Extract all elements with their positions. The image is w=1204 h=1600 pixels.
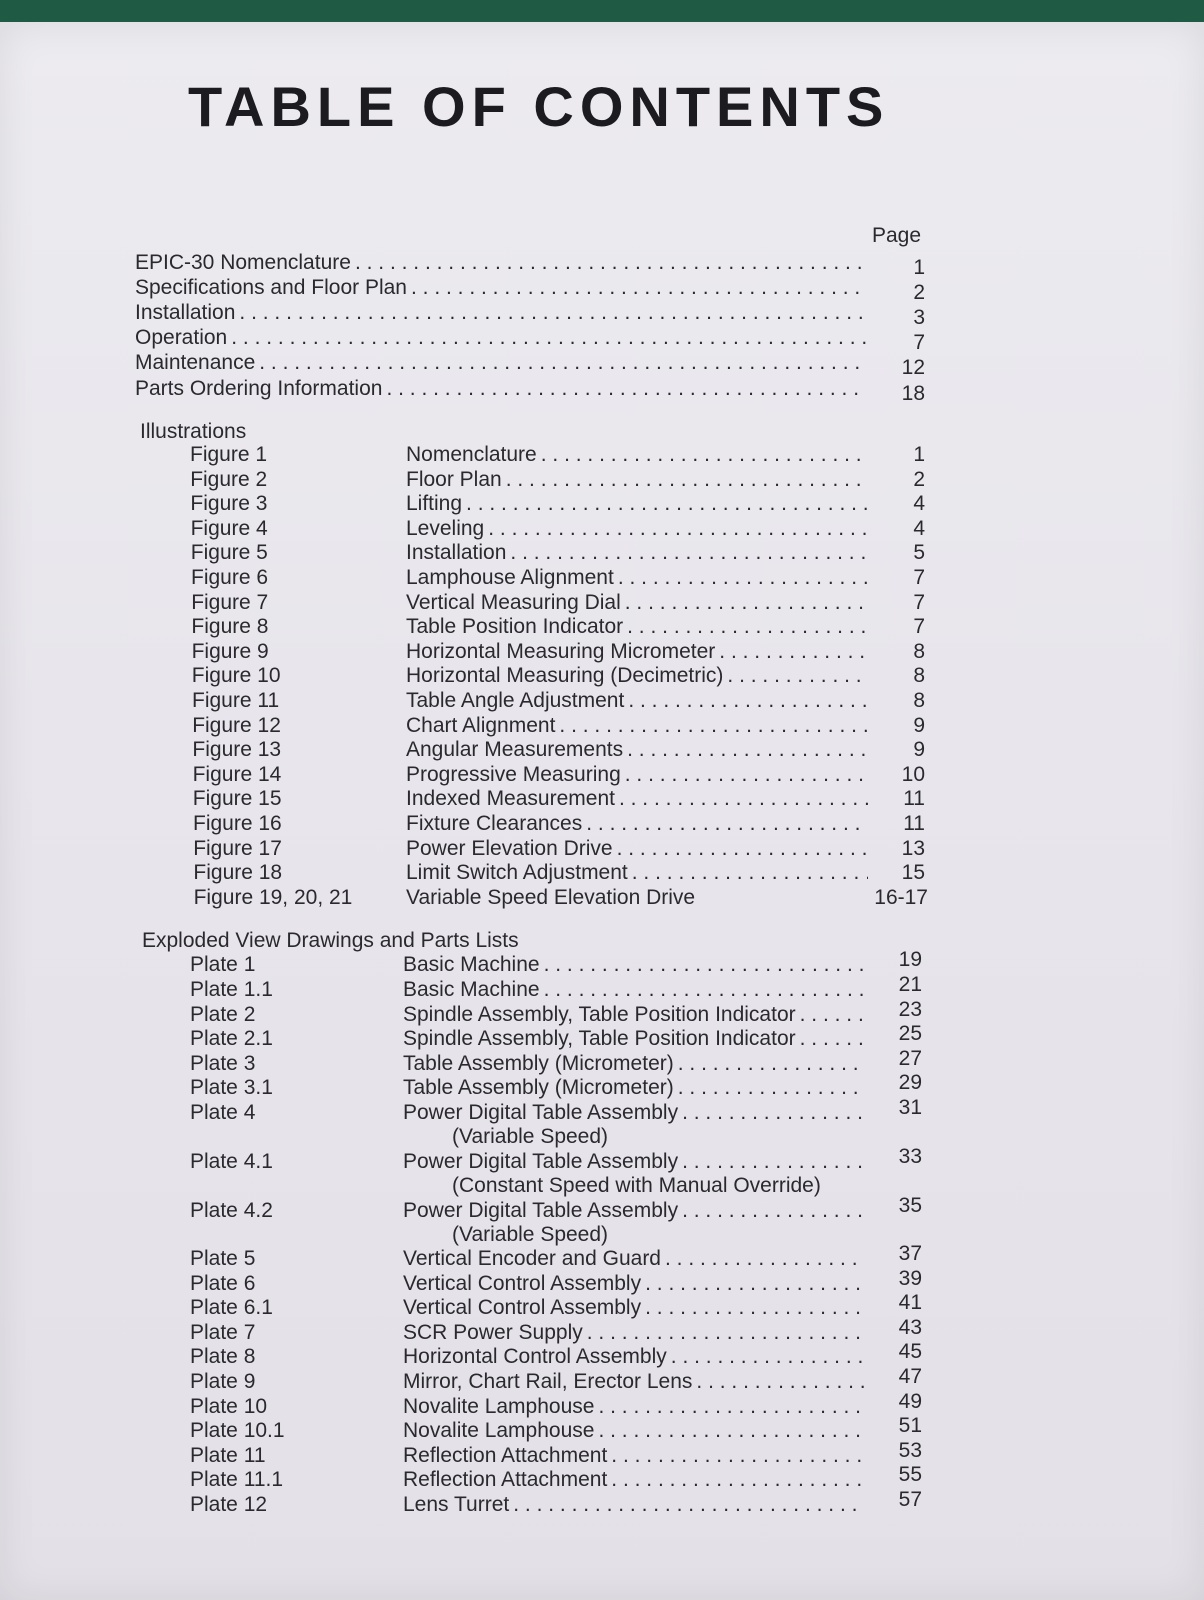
dot-leader [506, 467, 868, 492]
figure-title [406, 540, 872, 565]
figure-page: 8 [913, 639, 925, 663]
figure-title [406, 713, 872, 738]
dot-leader [800, 1026, 865, 1051]
dot-leader [587, 1320, 865, 1345]
figure-number: Figure 19, 20, 21 [193, 885, 353, 909]
page-column-header: Page [872, 224, 922, 247]
dot-leader [611, 1443, 865, 1468]
plate-page: 21 [898, 973, 922, 996]
page-title: TABLE OF CONTENTS [188, 75, 890, 138]
plate-title [403, 1246, 869, 1271]
plate-page: 51 [898, 1414, 922, 1437]
dot-leader [625, 762, 868, 787]
plate-subtitle: (Variable Speed) [452, 1223, 609, 1246]
plate-title-text: Horizontal Control Assembly [403, 1345, 667, 1368]
plate-title-text: Mirror, Chart Rail, Erector Lens [403, 1370, 693, 1393]
dot-leader [682, 1100, 865, 1125]
figure-number: Figure 1 [190, 443, 268, 466]
dot-leader [645, 1295, 865, 1320]
toc-entry-label: Parts Ordering Information [135, 377, 383, 400]
figure-title [406, 491, 872, 516]
figure-number: Figure 10 [191, 664, 281, 688]
plate-number: Plate 6.1 [190, 1296, 273, 1319]
figure-page: 5 [913, 541, 925, 565]
figure-number: Figure 3 [190, 492, 268, 516]
plate-title-text: Vertical Encoder and Guard [403, 1247, 661, 1270]
figure-title-text: Table Position Indicator [406, 615, 624, 639]
figure-page: 16-17 [874, 885, 928, 909]
plate-page: 31 [898, 1096, 922, 1119]
plate-number: Plate 3.1 [190, 1076, 273, 1099]
figure-page: 1 [913, 443, 925, 466]
dot-leader [411, 275, 866, 300]
document-page [0, 22, 1204, 1600]
plate-title [403, 1002, 869, 1027]
dot-leader [617, 836, 868, 861]
figure-title-text: Vertical Measuring Dial [406, 590, 621, 614]
plate-page: 37 [898, 1242, 922, 1265]
plate-title-text: Novalite Lamphouse [403, 1419, 595, 1442]
plate-title-text: Spindle Assembly, Table Position Indicator [403, 1027, 796, 1050]
figure-page: 4 [913, 492, 925, 516]
figure-page: 13 [901, 836, 925, 860]
plate-number: Plate 7 [190, 1321, 256, 1344]
plate-page: 47 [898, 1365, 922, 1388]
toc-entry-page: 3 [913, 306, 925, 329]
plate-title [403, 1051, 869, 1076]
plate-number: Plate 5 [190, 1247, 256, 1270]
figure-page: 9 [913, 713, 925, 737]
toc-entry-page: 18 [901, 382, 925, 405]
figure-number: Figure 9 [191, 639, 269, 663]
plate-number: Plate 1 [190, 953, 256, 976]
figure-title [406, 590, 872, 615]
figure-title [406, 442, 872, 467]
figure-title [406, 614, 872, 639]
plate-title-text: Reflection Attachment [403, 1468, 608, 1491]
figure-title-text: Angular Measurements [406, 738, 624, 762]
figure-number: Figure 13 [192, 738, 282, 762]
plate-number: Plate 6 [190, 1272, 256, 1295]
toc-entry [135, 350, 870, 375]
figure-number: Figure 16 [193, 812, 282, 835]
figure-title [406, 860, 872, 885]
plate-title [403, 1344, 869, 1369]
plate-title [403, 952, 869, 977]
toc-entry [135, 275, 870, 300]
plate-page: 55 [898, 1463, 922, 1486]
figure-page: 8 [913, 689, 925, 712]
figure-title-text: Variable Speed Elevation Drive [406, 885, 696, 909]
dot-leader [586, 811, 868, 836]
figure-number: Figure 14 [192, 762, 282, 786]
illustrations-heading: Illustrations [140, 420, 247, 443]
dot-leader [598, 1394, 865, 1419]
figure-title-text: Progressive Measuring [406, 762, 621, 786]
plate-number: Plate 4.1 [190, 1150, 273, 1173]
dot-leader [671, 1344, 865, 1369]
dot-leader [488, 516, 868, 541]
figure-page: 10 [901, 762, 925, 786]
plate-number: Plate 8 [190, 1345, 256, 1368]
plate-number: Plate 2 [190, 1003, 256, 1026]
plate-page: 29 [898, 1071, 922, 1094]
dot-leader [628, 688, 868, 713]
figure-title-text: Fixture Clearances [406, 812, 583, 835]
plate-title [403, 1443, 869, 1468]
dot-leader [466, 491, 868, 516]
plate-title-text: Novalite Lamphouse [403, 1395, 595, 1418]
figure-title-text: Installation [406, 541, 507, 565]
figure-title [406, 639, 872, 664]
plate-page: 39 [898, 1267, 922, 1290]
figure-title [406, 565, 872, 590]
figure-number: Figure 8 [191, 615, 269, 639]
plate-title [403, 1492, 869, 1517]
plate-page: 23 [898, 998, 922, 1021]
toc-entry-page: 12 [901, 356, 925, 379]
figure-title-text: Limit Switch Adjustment [406, 861, 628, 885]
figure-title [406, 811, 872, 836]
dot-leader [645, 1271, 865, 1296]
dot-leader [231, 325, 866, 350]
figure-page: 9 [913, 738, 925, 762]
plate-number: Plate 4 [190, 1101, 256, 1124]
figure-page: 11 [903, 812, 925, 835]
figure-number: Figure 11 [192, 689, 280, 712]
plate-title-text: Reflection Attachment [403, 1444, 608, 1467]
dot-leader [800, 1002, 865, 1027]
figure-title [406, 663, 872, 688]
plate-title-text: Basic Machine [403, 978, 540, 1001]
plate-title-text: Power Digital Table Assembly [403, 1199, 679, 1222]
plate-title [403, 1075, 869, 1100]
dot-leader [259, 350, 866, 375]
dot-leader [611, 1467, 865, 1492]
plate-title-text: Table Assembly (Micrometer) [403, 1052, 674, 1075]
figure-number: Figure 6 [191, 566, 269, 589]
toc-entry [135, 300, 870, 325]
dot-leader [559, 713, 868, 738]
figure-page: 7 [913, 566, 925, 589]
dot-leader [544, 952, 865, 977]
dot-leader [544, 977, 865, 1002]
figure-number: Figure 18 [193, 861, 283, 885]
plate-title-text: Vertical Control Assembly [403, 1296, 642, 1319]
toc-entry [135, 250, 870, 275]
dot-leader [632, 860, 868, 885]
plate-title-text: Power Digital Table Assembly [403, 1101, 679, 1124]
figure-page: 7 [913, 615, 925, 639]
plate-page: 49 [898, 1390, 922, 1413]
dot-leader [618, 565, 868, 590]
figure-page: 15 [901, 861, 925, 885]
plate-title [403, 1100, 869, 1125]
figure-number: Figure 2 [190, 467, 268, 491]
figure-title-text: Floor Plan [406, 467, 502, 491]
dot-leader [627, 737, 868, 762]
plate-title [403, 1271, 869, 1296]
figure-page: 8 [913, 664, 925, 688]
figure-title [406, 516, 872, 541]
dot-leader [513, 1492, 865, 1517]
plate-title [403, 1198, 869, 1223]
figure-title [406, 737, 872, 762]
dot-leader [619, 786, 868, 811]
plate-title-text: Lens Turret [403, 1493, 510, 1516]
plate-number: Plate 11.1 [190, 1468, 284, 1491]
dot-leader [386, 376, 866, 401]
dot-leader [678, 1075, 865, 1100]
dot-leader [682, 1198, 865, 1223]
figure-number: Figure 17 [193, 836, 282, 860]
dot-leader [355, 250, 866, 275]
dot-leader [727, 663, 868, 688]
plate-number: Plate 3 [190, 1052, 256, 1075]
figure-title [406, 762, 872, 787]
plate-title-text: Basic Machine [403, 953, 540, 976]
plate-page: 43 [898, 1316, 922, 1339]
dot-leader [719, 639, 868, 664]
dot-leader [239, 300, 866, 325]
plate-title [403, 977, 869, 1002]
figure-title-text: Table Angle Adjustment [406, 689, 625, 712]
figure-title [406, 688, 872, 713]
plate-title [403, 1418, 869, 1443]
dot-leader [682, 1149, 865, 1174]
plate-page: 35 [898, 1194, 922, 1217]
plate-page: 53 [898, 1439, 922, 1462]
figure-number: Figure 4 [190, 516, 268, 540]
toc-entry-page: 2 [913, 281, 925, 304]
dot-leader [598, 1418, 865, 1443]
plate-title-text: SCR Power Supply [403, 1321, 583, 1344]
plate-number: Plate 12 [190, 1493, 268, 1516]
plate-title [403, 1394, 869, 1419]
plate-number: Plate 4.2 [190, 1199, 273, 1222]
toc-entry-label: EPIC-30 Nomenclature [135, 251, 351, 274]
dot-leader [665, 1246, 865, 1271]
dot-leader [510, 540, 868, 565]
plate-subtitle: (Constant Speed with Manual Override) [452, 1174, 821, 1197]
plate-title [403, 1467, 869, 1492]
figure-title-text: Power Elevation Drive [406, 836, 613, 860]
figure-title-text: Horizontal Measuring Micrometer [406, 639, 716, 663]
figure-title-text: Nomenclature [406, 443, 537, 466]
dot-leader [541, 442, 868, 467]
dot-leader [696, 1369, 865, 1394]
plate-title-text: Power Digital Table Assembly [403, 1150, 679, 1173]
plate-number: Plate 1.1 [190, 978, 273, 1001]
figure-number: Figure 15 [192, 787, 282, 811]
figure-title [406, 467, 872, 492]
figure-title-text: Lifting [406, 492, 463, 516]
plate-page: 25 [898, 1022, 922, 1045]
plate-title [403, 1295, 869, 1320]
toc-entry-page: 1 [913, 256, 925, 279]
plate-page: 45 [898, 1340, 922, 1363]
figure-title-text: Chart Alignment [406, 713, 556, 737]
figure-page: 2 [913, 467, 925, 491]
figure-page: 7 [913, 590, 925, 614]
plate-number: Plate 10 [190, 1395, 268, 1418]
toc-entry-label: Operation [135, 326, 228, 349]
toc-entry-page: 7 [913, 331, 925, 354]
figure-title-text: Leveling [406, 516, 485, 540]
figure-title-text: Horizontal Measuring (Decimetric) [406, 664, 724, 688]
figure-title-text: Lamphouse Alignment [406, 566, 614, 589]
exploded-heading: Exploded View Drawings and Parts Lists [142, 929, 519, 952]
plate-number: Plate 10.1 [190, 1419, 285, 1442]
plate-page: 41 [898, 1291, 922, 1314]
toc-entry [135, 376, 870, 401]
figure-title [406, 885, 836, 910]
figure-title [406, 836, 872, 861]
figure-number: Figure 5 [190, 541, 268, 565]
figure-page: 11 [903, 787, 925, 811]
dot-leader [625, 590, 868, 615]
plate-title [403, 1320, 869, 1345]
plate-page: 27 [898, 1047, 922, 1070]
figure-number: Figure 12 [192, 713, 281, 737]
plate-title [403, 1026, 869, 1051]
plate-number: Plate 11 [190, 1444, 266, 1467]
plate-subtitle: (Variable Speed) [452, 1125, 609, 1148]
dot-leader [627, 614, 868, 639]
plate-page: 33 [898, 1145, 922, 1168]
figure-title-text: Indexed Measurement [406, 787, 615, 811]
plate-title [403, 1149, 869, 1174]
plate-page: 19 [898, 948, 922, 971]
toc-entry-label: Maintenance [135, 351, 256, 374]
figure-title [406, 786, 872, 811]
plate-title [403, 1369, 869, 1394]
toc-entry [135, 325, 870, 350]
toc-entry-label: Specifications and Floor Plan [135, 276, 407, 299]
plate-title-text: Vertical Control Assembly [403, 1272, 642, 1295]
dot-leader [678, 1051, 865, 1076]
plate-title-text: Spindle Assembly, Table Position Indicator [403, 1003, 796, 1026]
plate-title-text: Table Assembly (Micrometer) [403, 1076, 674, 1099]
plate-number: Plate 2.1 [190, 1027, 273, 1050]
toc-entry-label: Installation [135, 301, 236, 324]
figure-page: 4 [913, 516, 925, 540]
plate-page: 57 [898, 1488, 922, 1511]
figure-number: Figure 7 [191, 590, 269, 614]
plate-number: Plate 9 [190, 1370, 256, 1393]
